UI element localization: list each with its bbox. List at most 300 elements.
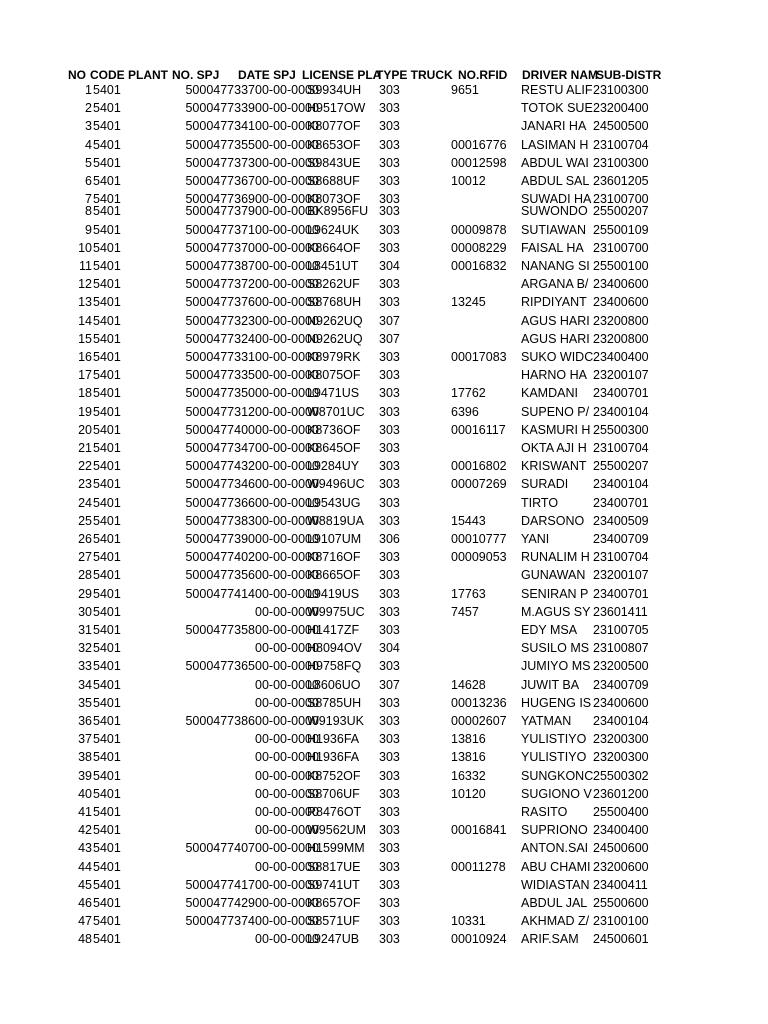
cell-type-truck: 303 xyxy=(379,441,400,455)
cell-driver-name: AKHMAD Z/ xyxy=(521,914,590,929)
cell-no: 15 xyxy=(78,331,92,346)
cell-sub-district: 23200107 xyxy=(593,568,649,583)
cell-date-spj: 00-00-0000 xyxy=(255,404,319,419)
table-row xyxy=(0,349,768,365)
cell-driver-name: KAMDANI xyxy=(521,386,578,401)
cell-no: 17 xyxy=(78,368,92,383)
cell-type-truck: 303 xyxy=(379,786,400,801)
cell-type-truck: 303 xyxy=(379,768,400,783)
cell-no-rfid: 10012 xyxy=(451,174,486,188)
cell-no-rfid xyxy=(451,118,521,134)
cell-no-spj: 5000477414 xyxy=(185,586,255,601)
table-row xyxy=(0,895,768,911)
cell-code-plant: 5401 xyxy=(93,932,121,947)
cell-type-truck: 303 xyxy=(379,404,400,419)
cell-driver-name: SUSILO MS xyxy=(521,641,590,656)
cell-license-plate: L8451UT xyxy=(307,259,359,273)
cell-no-rfid: 00016802 xyxy=(451,459,507,474)
table-row xyxy=(0,173,768,189)
cell-type-truck: 303 xyxy=(379,841,400,856)
cell-type-truck: 303 xyxy=(379,422,400,437)
cell-license-plate: K8716OF xyxy=(307,550,361,565)
cell-date-spj: 00-00-0000 xyxy=(255,586,319,601)
cell-no-spj xyxy=(163,749,255,765)
cell-no-rfid: 00016841 xyxy=(451,823,507,838)
cell-driver-name: RESTU ALIF xyxy=(521,83,593,97)
cell-type-truck: 303 xyxy=(379,192,400,207)
cell-no: 20 xyxy=(78,422,92,437)
cell-code-plant: 5401 xyxy=(93,914,121,929)
cell-code-plant: 5401 xyxy=(93,786,121,801)
cell-license-plate: K8665OF xyxy=(307,568,361,583)
cell-no-spj: 5000477376 xyxy=(185,295,255,310)
cell-type-truck: 303 xyxy=(379,204,400,219)
cell-date-spj: 00-00-0000 xyxy=(255,914,319,929)
cell-date-spj: 00-00-0000 xyxy=(255,277,319,292)
cell-driver-name: M.AGUS SY xyxy=(521,604,591,619)
cell-code-plant: 5401 xyxy=(93,192,121,207)
cell-code-plant: 5401 xyxy=(93,83,121,97)
table-row xyxy=(0,604,768,620)
cell-no: 26 xyxy=(78,532,92,546)
cell-sub-district: 23200107 xyxy=(593,368,649,383)
cell-date-spj: 00-00-0000 xyxy=(255,877,319,892)
cell-no-rfid: 00012598 xyxy=(451,155,507,170)
cell-date-spj: 00-00-0000 xyxy=(255,677,319,692)
cell-no-rfid: 00002607 xyxy=(451,714,507,728)
cell-code-plant: 5401 xyxy=(93,441,121,455)
cell-code-plant: 5401 xyxy=(93,714,121,728)
cell-no: 23 xyxy=(78,477,92,492)
cell-no-rfid: 00010777 xyxy=(451,532,507,546)
table-row xyxy=(0,549,768,565)
cell-no-spj: 5000477341 xyxy=(185,119,255,134)
cell-no: 32 xyxy=(78,641,92,656)
cell-sub-district: 23601200 xyxy=(593,786,649,801)
cell-code-plant: 5401 xyxy=(93,295,121,310)
cell-type-truck: 303 xyxy=(379,277,400,292)
cell-license-plate: K8653OF xyxy=(307,137,361,152)
cell-no-rfid xyxy=(451,331,521,347)
cell-driver-name: SURADI xyxy=(521,477,569,492)
cell-license-plate: R8476OT xyxy=(307,805,362,819)
cell-no-spj: 5000477371 xyxy=(185,222,255,237)
cell-driver-name: SUNGKONC xyxy=(521,768,594,783)
cell-code-plant: 5401 xyxy=(93,240,121,255)
cell-driver-name: DARSONO xyxy=(521,513,585,528)
cell-driver-name: YULISTIYO xyxy=(521,750,587,765)
cell-type-truck: 303 xyxy=(379,137,400,152)
cell-sub-district: 23400709 xyxy=(593,532,649,546)
cell-type-truck: 303 xyxy=(379,659,400,674)
cell-sub-district: 23100705 xyxy=(593,623,649,637)
cell-code-plant: 5401 xyxy=(93,677,121,692)
cell-type-truck: 306 xyxy=(379,532,400,546)
cell-code-plant: 5401 xyxy=(93,495,121,510)
cell-code-plant: 5401 xyxy=(93,174,121,188)
cell-driver-name: OKTA AJI H xyxy=(521,441,587,455)
cell-license-plate: S9741UT xyxy=(307,877,360,892)
cell-no: 38 xyxy=(78,750,92,765)
cell-code-plant: 5401 xyxy=(93,422,121,437)
cell-no-rfid: 00016117 xyxy=(451,422,506,437)
cell-driver-name: SUPRIONO xyxy=(521,823,588,838)
cell-no-rfid: 13816 xyxy=(451,732,486,747)
table-row xyxy=(0,476,768,492)
cell-sub-district: 23100700 xyxy=(593,192,649,207)
cell-sub-district: 23601411 xyxy=(593,604,648,619)
cell-no-spj xyxy=(163,768,255,784)
cell-no-rfid xyxy=(451,567,521,583)
table-row xyxy=(0,222,768,238)
cell-date-spj: 00-00-0000 xyxy=(255,259,319,273)
cell-date-spj: 00-00-0000 xyxy=(255,695,319,710)
cell-code-plant: 5401 xyxy=(93,313,121,328)
cell-driver-name: RASITO xyxy=(521,805,568,819)
cell-sub-district: 25500207 xyxy=(593,204,649,219)
cell-type-truck: 303 xyxy=(379,155,400,170)
cell-license-plate: N9262UQ xyxy=(307,313,363,328)
cell-code-plant: 5401 xyxy=(93,877,121,892)
cell-driver-name: YATMAN xyxy=(521,714,572,728)
cell-code-plant: 5401 xyxy=(93,623,121,637)
cell-license-plate: S8817UE xyxy=(307,859,361,874)
cell-no: 39 xyxy=(78,768,92,783)
cell-license-plate: S8262UF xyxy=(307,277,360,292)
cell-no-spj: 5000477386 xyxy=(185,714,255,728)
cell-license-plate: W9975UC xyxy=(307,604,365,619)
cell-no-rfid: 17762 xyxy=(451,386,486,401)
cell-code-plant: 5401 xyxy=(93,896,121,910)
cell-code-plant: 5401 xyxy=(93,568,121,583)
cell-sub-district: 23400400 xyxy=(593,823,649,838)
cell-type-truck: 303 xyxy=(379,623,400,637)
table-row xyxy=(0,331,768,347)
cell-date-spj: 00-00-0000 xyxy=(255,932,319,947)
cell-date-spj: 00-00-0000 xyxy=(255,174,319,188)
cell-no: 29 xyxy=(78,586,92,601)
cell-no-spj: 5000477372 xyxy=(185,277,255,292)
table-row xyxy=(0,294,768,310)
cell-code-plant: 5401 xyxy=(93,659,121,674)
table-row xyxy=(0,203,768,219)
cell-type-truck: 303 xyxy=(379,586,400,601)
cell-sub-district: 23200500 xyxy=(593,659,649,674)
cell-driver-name: JUWIT BA xyxy=(521,677,580,692)
cell-type-truck: 303 xyxy=(379,604,400,619)
cell-no-spj: 5000477312 xyxy=(185,404,255,419)
cell-code-plant: 5401 xyxy=(93,222,121,237)
cell-date-spj: 00-00-0000 xyxy=(255,513,319,528)
cell-driver-name: WIDIASTAN xyxy=(521,877,590,892)
cell-type-truck: 303 xyxy=(379,495,400,510)
table-row xyxy=(0,385,768,401)
cell-driver-name: AGUS HARI xyxy=(521,313,590,328)
cell-type-truck: 303 xyxy=(379,83,400,97)
cell-no-rfid: 00013236 xyxy=(451,695,507,710)
cell-no-spj: 5000477346 xyxy=(185,477,255,492)
cell-no-spj: 5000477335 xyxy=(185,368,255,383)
cell-date-spj: 00-00-0000 xyxy=(255,495,319,510)
cell-no: 46 xyxy=(78,896,92,910)
cell-sub-district: 23400701 xyxy=(593,495,649,510)
cell-code-plant: 5401 xyxy=(93,137,121,152)
cell-driver-name: SUGIONO V xyxy=(521,786,592,801)
cell-license-plate: W9562UM xyxy=(307,823,367,838)
cell-code-plant: 5401 xyxy=(93,155,121,170)
cell-no-spj xyxy=(163,695,255,711)
table-row xyxy=(0,822,768,838)
cell-code-plant: 5401 xyxy=(93,513,121,528)
cell-no: 13 xyxy=(78,295,92,310)
cell-no-spj: 5000477323 xyxy=(185,313,255,328)
cell-sub-district: 25500207 xyxy=(593,459,649,474)
cell-driver-name: TOTOK SUE xyxy=(521,101,593,116)
cell-type-truck: 303 xyxy=(379,914,400,929)
table-row xyxy=(0,913,768,929)
cell-date-spj: 00-00-0000 xyxy=(255,896,319,910)
cell-no-spj: 5000477407 xyxy=(185,841,255,856)
cell-no-spj xyxy=(163,859,255,875)
cell-type-truck: 303 xyxy=(379,750,400,765)
cell-driver-name: SUTIAWAN xyxy=(521,222,587,237)
cell-type-truck: 303 xyxy=(379,459,400,474)
cell-no-rfid xyxy=(451,276,521,292)
cell-date-spj: 00-00-0000 xyxy=(255,823,319,838)
table-row xyxy=(0,404,768,420)
cell-driver-name: LASIMAN H xyxy=(521,137,589,152)
cell-no-rfid xyxy=(451,495,521,511)
cell-no-spj: 5000477390 xyxy=(185,532,255,546)
cell-sub-district: 23400600 xyxy=(593,277,649,292)
cell-driver-name: SUWONDO xyxy=(521,204,588,219)
cell-driver-name: HUGENG IS xyxy=(521,695,592,710)
cell-license-plate: K8645OF xyxy=(307,441,361,455)
cell-driver-name: JUMIYO MS xyxy=(521,659,591,674)
cell-no: 47 xyxy=(78,914,92,929)
cell-date-spj: 00-00-0000 xyxy=(255,714,319,728)
cell-no-rfid: 00008229 xyxy=(451,240,507,255)
cell-no: 18 xyxy=(78,386,92,401)
cell-license-plate: K8657OF xyxy=(307,896,361,910)
cell-sub-district: 23200600 xyxy=(593,859,649,874)
column-header-date-spj: DATE SPJ xyxy=(238,68,296,82)
cell-license-plate: L9247UB xyxy=(307,932,360,947)
cell-driver-name: RIPDIYANT xyxy=(521,295,587,310)
table-row xyxy=(0,804,768,820)
cell-license-plate: K8077OF xyxy=(307,119,361,134)
cell-license-plate: BK8956FU xyxy=(307,204,369,219)
table-row xyxy=(0,567,768,583)
cell-type-truck: 303 xyxy=(379,568,400,583)
cell-type-truck: 303 xyxy=(379,368,400,383)
cell-code-plant: 5401 xyxy=(93,604,121,619)
cell-type-truck: 303 xyxy=(379,386,400,401)
cell-sub-district: 23400600 xyxy=(593,695,649,710)
cell-no-rfid xyxy=(451,804,521,820)
cell-date-spj: 00-00-0000 xyxy=(255,137,319,152)
cell-no-rfid xyxy=(451,658,521,674)
cell-no-rfid: 9651 xyxy=(451,83,479,97)
cell-date-spj: 00-00-0000 xyxy=(255,477,319,492)
cell-license-plate: L9543UG xyxy=(307,495,361,510)
cell-sub-district: 23100700 xyxy=(593,240,649,255)
cell-no: 42 xyxy=(78,823,92,838)
cell-no-rfid xyxy=(451,622,521,638)
cell-date-spj: 00-00-0000 xyxy=(255,192,319,207)
cell-date-spj: 00-00-0000 xyxy=(255,659,319,674)
cell-sub-district: 23400701 xyxy=(593,386,649,401)
cell-no-spj: 5000477350 xyxy=(185,386,255,401)
cell-license-plate: S8706UF xyxy=(307,786,360,801)
cell-license-plate: L8606UO xyxy=(307,677,361,692)
cell-type-truck: 303 xyxy=(379,350,400,364)
cell-type-truck: 303 xyxy=(379,513,400,528)
cell-driver-name: AGUS HARI xyxy=(521,331,590,346)
cell-sub-district: 23200800 xyxy=(593,331,649,346)
cell-no-spj xyxy=(163,677,255,693)
cell-code-plant: 5401 xyxy=(93,477,121,492)
cell-date-spj: 00-00-0000 xyxy=(255,331,319,346)
cell-no-spj xyxy=(163,786,255,802)
cell-no-rfid: 13245 xyxy=(451,295,486,310)
cell-no-rfid: 00010924 xyxy=(451,932,507,947)
cell-date-spj: 00-00-0000 xyxy=(255,155,319,170)
table-row xyxy=(0,440,768,456)
cell-no: 33 xyxy=(78,659,92,674)
cell-sub-district: 23400104 xyxy=(593,477,649,492)
cell-no: 25 xyxy=(78,513,92,528)
cell-no-rfid: 16332 xyxy=(451,768,486,783)
cell-license-plate: H1417ZF xyxy=(307,623,360,637)
cell-no-spj: 5000477367 xyxy=(185,174,255,188)
cell-no: 44 xyxy=(78,859,92,874)
cell-no-rfid xyxy=(451,203,521,219)
cell-code-plant: 5401 xyxy=(93,101,121,116)
cell-no: 2 xyxy=(85,101,92,116)
cell-sub-district: 25500100 xyxy=(593,259,649,273)
cell-no-rfid xyxy=(451,367,521,383)
cell-no-spj: 5000477400 xyxy=(185,422,255,437)
cell-code-plant: 5401 xyxy=(93,386,121,401)
cell-date-spj: 00-00-0000 xyxy=(255,805,319,819)
column-header-license-plate: LICENSE PLA xyxy=(302,68,382,82)
cell-type-truck: 303 xyxy=(379,805,400,819)
cell-no: 19 xyxy=(78,404,92,419)
cell-license-plate: H8094OV xyxy=(307,641,362,656)
table-row xyxy=(0,677,768,693)
cell-type-truck: 303 xyxy=(379,859,400,874)
cell-driver-name: SUPENO P/ xyxy=(521,404,590,419)
cell-no-spj xyxy=(163,804,255,820)
cell-type-truck: 303 xyxy=(379,732,400,747)
cell-type-truck: 303 xyxy=(379,550,400,565)
cell-license-plate: H1936FA xyxy=(307,732,360,747)
cell-license-plate: S8768UH xyxy=(307,295,362,310)
cell-code-plant: 5401 xyxy=(93,841,121,856)
cell-license-plate: L9624UK xyxy=(307,222,360,237)
column-header-type-truck: TYPE TRUCK xyxy=(376,68,453,82)
cell-date-spj: 00-00-0000 xyxy=(255,859,319,874)
cell-date-spj: 00-00-0000 xyxy=(255,240,319,255)
cell-no-spj: 5000477387 xyxy=(185,259,255,273)
cell-no-rfid: 15443 xyxy=(451,513,486,528)
cell-no-rfid xyxy=(451,895,521,911)
cell-no-spj: 5000477324 xyxy=(185,331,255,346)
cell-license-plate: K8664OF xyxy=(307,240,361,255)
cell-license-plate: L9107UM xyxy=(307,532,362,546)
cell-no: 14 xyxy=(78,313,92,328)
table-row xyxy=(0,100,768,116)
cell-code-plant: 5401 xyxy=(93,586,121,601)
cell-sub-district: 24500500 xyxy=(593,119,649,134)
cell-date-spj: 00-00-0000 xyxy=(255,750,319,765)
cell-type-truck: 303 xyxy=(379,174,400,188)
cell-sub-district: 23200300 xyxy=(593,750,649,765)
cell-sub-district: 23400509 xyxy=(593,513,649,528)
cell-no-rfid: 00017083 xyxy=(451,350,507,364)
cell-license-plate: L9471US xyxy=(307,386,360,401)
table-row xyxy=(0,367,768,383)
cell-no: 9 xyxy=(85,222,92,237)
cell-type-truck: 303 xyxy=(379,932,400,947)
cell-driver-name: ABDUL SAL xyxy=(521,174,590,188)
cell-type-truck: 303 xyxy=(379,477,400,492)
cell-no: 22 xyxy=(78,459,92,474)
cell-date-spj: 00-00-0000 xyxy=(255,604,319,619)
cell-no-rfid: 00009878 xyxy=(451,222,507,237)
cell-no-rfid xyxy=(451,640,521,656)
cell-date-spj: 00-00-0000 xyxy=(255,532,319,546)
cell-date-spj: 00-00-0000 xyxy=(255,786,319,801)
cell-no-spj: 5000477379 xyxy=(185,204,255,219)
cell-date-spj: 00-00-0000 xyxy=(255,313,319,328)
cell-code-plant: 5401 xyxy=(93,119,121,134)
cell-license-plate: H9758FQ xyxy=(307,659,362,674)
cell-driver-name: RUNALIM H xyxy=(521,550,590,565)
cell-no: 4 xyxy=(85,137,92,152)
cell-no-spj: 5000477402 xyxy=(185,550,255,565)
cell-no-rfid: 17763 xyxy=(451,586,486,601)
cell-no-spj xyxy=(163,640,255,656)
cell-sub-district: 23100300 xyxy=(593,155,649,170)
cell-sub-district: 25500300 xyxy=(593,422,649,437)
cell-code-plant: 5401 xyxy=(93,350,121,364)
cell-driver-name: YULISTIYO xyxy=(521,732,587,747)
cell-date-spj: 00-00-0000 xyxy=(255,295,319,310)
cell-no-spj: 5000477337 xyxy=(185,83,255,97)
cell-no: 31 xyxy=(78,623,92,637)
table-row xyxy=(0,931,768,947)
cell-no-spj: 5000477339 xyxy=(185,101,255,116)
cell-date-spj: 00-00-0000 xyxy=(255,204,319,219)
cell-no-rfid: 00011278 xyxy=(451,859,506,874)
cell-license-plate: S8688UF xyxy=(307,174,360,188)
cell-driver-name: SENIRAN P xyxy=(521,586,589,601)
cell-no: 11 xyxy=(79,259,92,273)
cell-date-spj: 00-00-0000 xyxy=(255,459,319,474)
cell-sub-district: 25500109 xyxy=(593,222,649,237)
cell-sub-district: 23100300 xyxy=(593,83,649,97)
cell-no: 16 xyxy=(78,350,92,364)
cell-type-truck: 303 xyxy=(379,823,400,838)
cell-code-plant: 5401 xyxy=(93,277,121,292)
cell-sub-district: 24500601 xyxy=(593,932,649,947)
cell-code-plant: 5401 xyxy=(93,732,121,747)
cell-date-spj: 00-00-0000 xyxy=(255,768,319,783)
cell-no-rfid: 00016776 xyxy=(451,137,507,152)
cell-no: 36 xyxy=(78,714,92,728)
